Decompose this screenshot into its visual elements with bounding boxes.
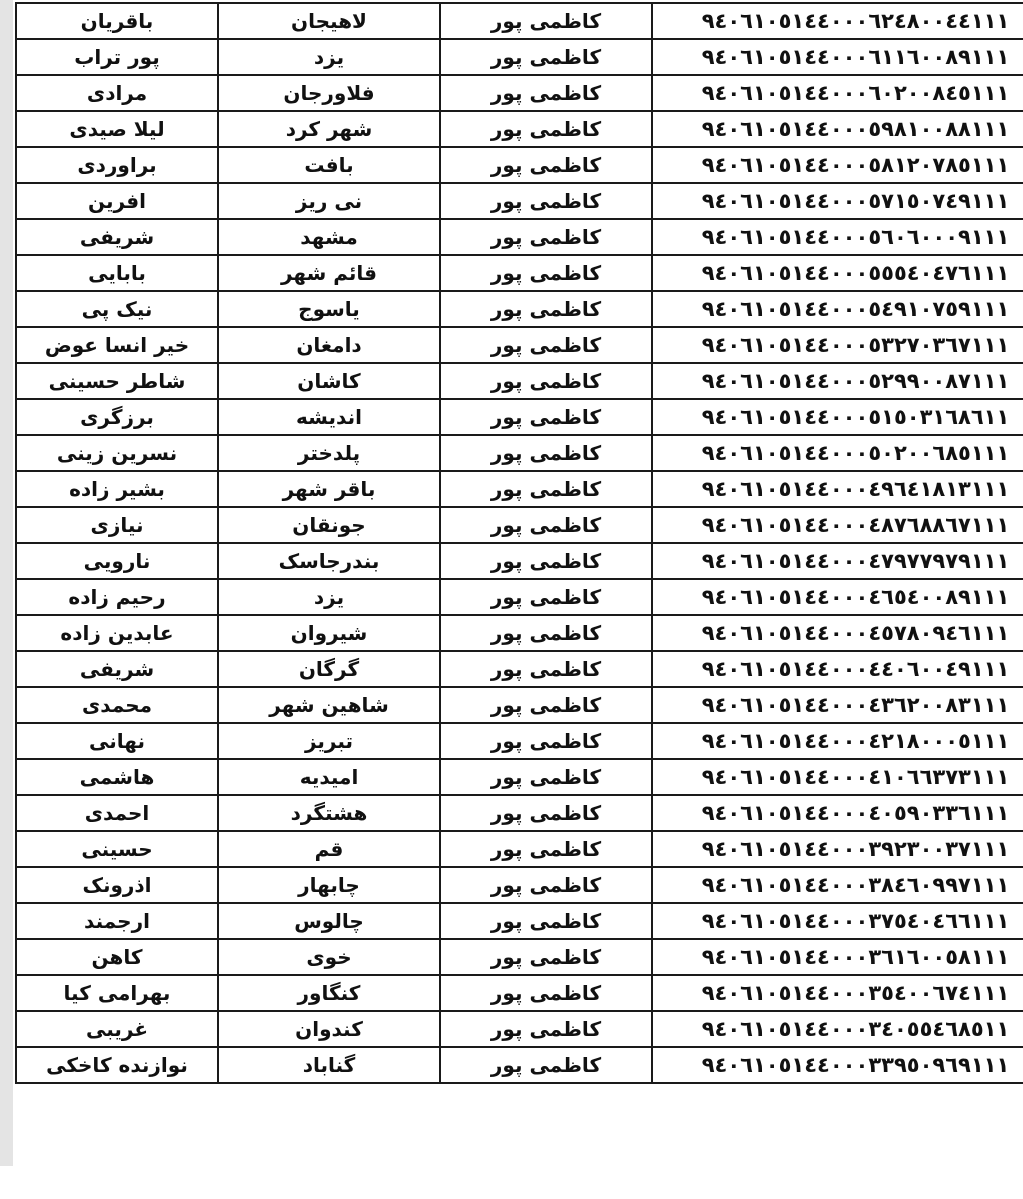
city-cell: فلاورجان <box>218 75 440 111</box>
name-cell: نهانی <box>16 723 218 759</box>
city-cell: باقر شهر <box>218 471 440 507</box>
surname-cell: کاظمی پور <box>440 687 652 723</box>
table-row <box>16 219 1023 255</box>
account-number-cell: ٩٤٠٦١٠٥١٤٤٠٠٠٤١٠٦٦٣٧٣١١١ <box>652 759 1023 795</box>
records-table-body <box>16 3 1023 1083</box>
city-cell: دامغان <box>218 327 440 363</box>
account-number-cell: ٩٤٠٦١٠٥١٤٤٠٠٠٥٨١٢٠٧٨٥١١١ <box>652 147 1023 183</box>
name-cell: عابدین زاده <box>16 615 218 651</box>
account-number-cell: ٩٤٠٦١٠٥١٤٤٠٠٠٥٢٩٩٠٠٨٧١١١ <box>652 363 1023 399</box>
surname-cell: کاظمی پور <box>440 867 652 903</box>
table-row <box>16 183 1023 219</box>
surname-cell: کاظمی پور <box>440 363 652 399</box>
name-cell: نوازنده کاخکی <box>16 1047 218 1083</box>
account-number-cell: ٩٤٠٦١٠٥١٤٤٠٠٠٣٩٢٣٠٠٣٧١١١ <box>652 831 1023 867</box>
city-cell: خوی <box>218 939 440 975</box>
name-cell: برزگری <box>16 399 218 435</box>
surname-cell: کاظمی پور <box>440 759 652 795</box>
name-cell: باقریان <box>16 3 218 39</box>
surname-cell: کاظمی پور <box>440 939 652 975</box>
table-row <box>16 543 1023 579</box>
surname-cell: کاظمی پور <box>440 39 652 75</box>
surname-cell: کاظمی پور <box>440 1047 652 1083</box>
surname-cell: کاظمی پور <box>440 147 652 183</box>
left-margin-strip <box>0 0 13 1166</box>
account-number-cell: ٩٤٠٦١٠٥١٤٤٠٠٠٣٧٥٤٠٤٦٦١١١ <box>652 903 1023 939</box>
city-cell: گناباد <box>218 1047 440 1083</box>
city-cell: اندیشه <box>218 399 440 435</box>
city-cell: نی ریز <box>218 183 440 219</box>
account-number-cell: ٩٤٠٦١٠٥١٤٤٠٠٠٤٤٠٦٠٠٤٩١١١ <box>652 651 1023 687</box>
table-row <box>16 255 1023 291</box>
surname-cell: کاظمی پور <box>440 903 652 939</box>
table-row <box>16 327 1023 363</box>
name-cell: بابایی <box>16 255 218 291</box>
bottom-margin <box>0 1166 1023 1199</box>
surname-cell: کاظمی پور <box>440 579 652 615</box>
city-cell: گرگان <box>218 651 440 687</box>
surname-cell: کاظمی پور <box>440 399 652 435</box>
surname-cell: کاظمی پور <box>440 651 652 687</box>
table-row <box>16 291 1023 327</box>
table-row <box>16 831 1023 867</box>
account-number-cell: ٩٤٠٦١٠٥١٤٤٠٠٠٣٥٤٠٠٦٧٤١١١ <box>652 975 1023 1011</box>
surname-cell: کاظمی پور <box>440 615 652 651</box>
account-number-cell: ٩٤٠٦١٠٥١٤٤٠٠٠٥٠٢٠٠٦٨٥١١١ <box>652 435 1023 471</box>
name-cell: اذرونک <box>16 867 218 903</box>
surname-cell: کاظمی پور <box>440 291 652 327</box>
account-number-cell: ٩٤٠٦١٠٥١٤٤٠٠٠٤٠٥٩٠٣٣٦١١١ <box>652 795 1023 831</box>
account-number-cell: ٩٤٠٦١٠٥١٤٤٠٠٠٤٥٧٨٠٩٤٦١١١ <box>652 615 1023 651</box>
records-table <box>15 2 1023 1084</box>
account-number-cell: ٩٤٠٦١٠٥١٤٤٠٠٠٥٣٢٧٠٣٦٧١١١ <box>652 327 1023 363</box>
name-cell: رحیم زاده <box>16 579 218 615</box>
account-number-cell: ٩٤٠٦١٠٥١٤٤٠٠٠٤٧٩٧٧٩٧٩١١١ <box>652 543 1023 579</box>
table-row <box>16 399 1023 435</box>
surname-cell: کاظمی پور <box>440 183 652 219</box>
name-cell: کاهن <box>16 939 218 975</box>
city-cell: امیدیه <box>218 759 440 795</box>
surname-cell: کاظمی پور <box>440 219 652 255</box>
name-cell: براوردی <box>16 147 218 183</box>
account-number-cell: ٩٤٠٦١٠٥١٤٤٠٠٠٦١١٦٠٠٨٩١١١ <box>652 39 1023 75</box>
city-cell: قم <box>218 831 440 867</box>
city-cell: یاسوج <box>218 291 440 327</box>
account-number-cell: ٩٤٠٦١٠٥١٤٤٠٠٠٥٦٠٦٠٠٠٩١١١ <box>652 219 1023 255</box>
surname-cell: کاظمی پور <box>440 543 652 579</box>
city-cell: شهر کرد <box>218 111 440 147</box>
city-cell: کاشان <box>218 363 440 399</box>
account-number-cell: ٩٤٠٦١٠٥١٤٤٠٠٠٤٢١٨٠٠٠٥١١١ <box>652 723 1023 759</box>
table-row <box>16 1011 1023 1047</box>
table-row <box>16 39 1023 75</box>
name-cell: مرادی <box>16 75 218 111</box>
city-cell: تبریز <box>218 723 440 759</box>
surname-cell: کاظمی پور <box>440 75 652 111</box>
account-number-cell: ٩٤٠٦١٠٥١٤٤٠٠٠٥٧١٥٠٧٤٩١١١ <box>652 183 1023 219</box>
name-cell: پور تراب <box>16 39 218 75</box>
name-cell: نارویی <box>16 543 218 579</box>
city-cell: هشتگرد <box>218 795 440 831</box>
name-cell: نیک پی <box>16 291 218 327</box>
name-cell: هاشمی <box>16 759 218 795</box>
table-row <box>16 3 1023 39</box>
account-number-cell: ٩٤٠٦١٠٥١٤٤٠٠٠٤٣٦٢٠٠٨٣١١١ <box>652 687 1023 723</box>
name-cell: غریبی <box>16 1011 218 1047</box>
table-row <box>16 507 1023 543</box>
name-cell: محمدی <box>16 687 218 723</box>
table-row <box>16 723 1023 759</box>
city-cell: بندرجاسک <box>218 543 440 579</box>
city-cell: شیروان <box>218 615 440 651</box>
name-cell: شریفی <box>16 651 218 687</box>
name-cell: بهرامی کیا <box>16 975 218 1011</box>
name-cell: شریفی <box>16 219 218 255</box>
table-row <box>16 75 1023 111</box>
city-cell: کندوان <box>218 1011 440 1047</box>
account-number-cell: ٩٤٠٦١٠٥١٤٤٠٠٠٥٩٨١٠٠٨٨١١١ <box>652 111 1023 147</box>
table-row <box>16 903 1023 939</box>
account-number-cell: ٩٤٠٦١٠٥١٤٤٠٠٠٣٨٤٦٠٩٩٧١١١ <box>652 867 1023 903</box>
city-cell: شاهین شهر <box>218 687 440 723</box>
surname-cell: کاظمی پور <box>440 471 652 507</box>
name-cell: افرین <box>16 183 218 219</box>
name-cell: خیر انسا عوض <box>16 327 218 363</box>
account-number-cell: ٩٤٠٦١٠٥١٤٤٠٠٠٣٣٩٥٠٩٦٩١١١ <box>652 1047 1023 1083</box>
table-row <box>16 759 1023 795</box>
surname-cell: کاظمی پور <box>440 723 652 759</box>
table-row <box>16 435 1023 471</box>
city-cell: کنگاور <box>218 975 440 1011</box>
surname-cell: کاظمی پور <box>440 3 652 39</box>
city-cell: پلدختر <box>218 435 440 471</box>
table-row <box>16 363 1023 399</box>
table-row <box>16 651 1023 687</box>
name-cell: نیازی <box>16 507 218 543</box>
table-row <box>16 579 1023 615</box>
surname-cell: کاظمی پور <box>440 795 652 831</box>
name-cell: لیلا صیدی <box>16 111 218 147</box>
surname-cell: کاظمی پور <box>440 1011 652 1047</box>
city-cell: بافت <box>218 147 440 183</box>
account-number-cell: ٩٤٠٦١٠٥١٤٤٠٠٠٦٢٤٨٠٠٤٤١١١ <box>652 3 1023 39</box>
surname-cell: کاظمی پور <box>440 255 652 291</box>
city-cell: لاهیجان <box>218 3 440 39</box>
account-number-cell: ٩٤٠٦١٠٥١٤٤٠٠٠٤٦٥٤٠٠٨٩١١١ <box>652 579 1023 615</box>
table-row <box>16 1047 1023 1083</box>
surname-cell: کاظمی پور <box>440 507 652 543</box>
surname-cell: کاظمی پور <box>440 831 652 867</box>
account-number-cell: ٩٤٠٦١٠٥١٤٤٠٠٠٤٨٧٦٨٨٦٧١١١ <box>652 507 1023 543</box>
name-cell: ارجمند <box>16 903 218 939</box>
surname-cell: کاظمی پور <box>440 435 652 471</box>
city-cell: جونقان <box>218 507 440 543</box>
table-row <box>16 147 1023 183</box>
city-cell: قائم شهر <box>218 255 440 291</box>
account-number-cell: ٩٤٠٦١٠٥١٤٤٠٠٠٥٤٩١٠٧٥٩١١١ <box>652 291 1023 327</box>
table-row <box>16 795 1023 831</box>
table-row <box>16 471 1023 507</box>
surname-cell: کاظمی پور <box>440 111 652 147</box>
city-cell: یزد <box>218 579 440 615</box>
table-row <box>16 939 1023 975</box>
table-row <box>16 687 1023 723</box>
surname-cell: کاظمی پور <box>440 975 652 1011</box>
name-cell: احمدی <box>16 795 218 831</box>
table-row <box>16 867 1023 903</box>
table-row <box>16 615 1023 651</box>
name-cell: نسرین زینی <box>16 435 218 471</box>
account-number-cell: ٩٤٠٦١٠٥١٤٤٠٠٠٣٦١٦٠٠٥٨١١١ <box>652 939 1023 975</box>
account-number-cell: ٩٤٠٦١٠٥١٤٤٠٠٠٥١٥٠٣١٦٨٦١١ <box>652 399 1023 435</box>
account-number-cell: ٩٤٠٦١٠٥١٤٤٠٠٠٦٠٢٠٠٨٤٥١١١ <box>652 75 1023 111</box>
city-cell: چابهار <box>218 867 440 903</box>
city-cell: مشهد <box>218 219 440 255</box>
name-cell: شاطر حسینی <box>16 363 218 399</box>
account-number-cell: ٩٤٠٦١٠٥١٤٤٠٠٠٣٤٠٥٥٤٦٨٥١١ <box>652 1011 1023 1047</box>
city-cell: چالوس <box>218 903 440 939</box>
name-cell: حسینی <box>16 831 218 867</box>
surname-cell: کاظمی پور <box>440 327 652 363</box>
name-cell: بشیر زاده <box>16 471 218 507</box>
account-number-cell: ٩٤٠٦١٠٥١٤٤٠٠٠٤٩٦٤١٨١٣١١١ <box>652 471 1023 507</box>
table-row <box>16 975 1023 1011</box>
account-number-cell: ٩٤٠٦١٠٥١٤٤٠٠٠٥٥٥٤٠٤٧٦١١١ <box>652 255 1023 291</box>
table-row <box>16 111 1023 147</box>
city-cell: یزد <box>218 39 440 75</box>
